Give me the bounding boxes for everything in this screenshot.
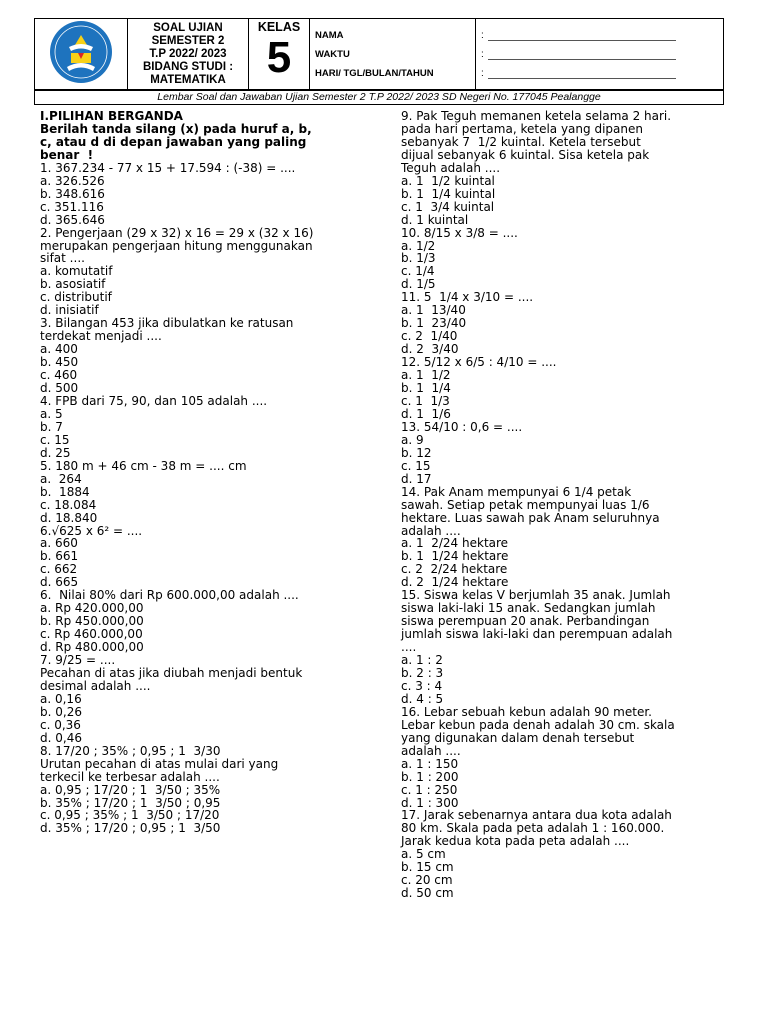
question-line: c. 1 3/4 kuintal: [401, 199, 495, 214]
question-line: hektare. Luas sawah pak Anam seluruhnya: [401, 510, 660, 525]
question-line: a. 264: [40, 471, 82, 486]
waktu-blank: [488, 49, 676, 60]
question-line: siswa perempuan 20 anak. Perbandingan: [401, 614, 650, 629]
question-line: d. 1 : 300: [401, 795, 459, 810]
question-line: merupakan pengerjaan hitung menggunakan: [40, 238, 313, 253]
nama-answer-line[interactable]: [481, 26, 723, 45]
question-line: b. 1 23/40: [401, 316, 467, 331]
field-nama: NAMA: [315, 29, 344, 41]
question-line: d. 665: [40, 575, 79, 590]
question-line: a. komutatif: [40, 264, 113, 279]
question-line: 17. Jarak sebenarnya antara dua kota adalah: [401, 808, 672, 823]
question-line: jumlah siswa laki-laki dan perempuan adalah: [401, 627, 673, 642]
question-line: d. 18.840: [40, 510, 98, 525]
question-line: b. 348.616: [40, 186, 105, 201]
question-line: c. 460: [40, 368, 78, 383]
question-line: 15. Siswa kelas V berjumlah 35 anak. Jumlah: [401, 588, 671, 603]
question-line: adalah ....: [401, 743, 461, 758]
question-line: b. asosiatif: [40, 277, 106, 292]
question-line: 11. 5 1/4 x 3/10 = ....: [401, 290, 534, 305]
question-line: b. 35% ; 17/20 ; 1 3/50 ; 0,95: [40, 795, 221, 810]
question-line: c. 18.084: [40, 497, 97, 512]
hari-blank: [488, 68, 676, 79]
question-line: sawah. Setiap petak mempunyai luas 1/6: [401, 497, 650, 512]
question-line: a. 5: [40, 406, 63, 421]
question-line: b. 1 1/4 kuintal: [401, 186, 496, 201]
question-line: terkecil ke terbesar adalah ....: [40, 769, 220, 784]
question-line: 12. 5/12 x 6/5 : 4/10 = ....: [401, 355, 557, 370]
question-line: 2. Pengerjaan (29 x 32) x 16 = 29 x (32 x 16): [40, 225, 314, 240]
question-line: d. 0,46: [40, 730, 82, 745]
question-line: c. 2 1/40: [401, 329, 458, 344]
title-line-2: SEMESTER 2: [151, 34, 225, 47]
question-line: 4. FPB dari 75, 90, dan 105 adalah ....: [40, 393, 268, 408]
question-line: d. 50 cm: [401, 886, 454, 901]
question-line: c. 2 2/24 hektare: [401, 562, 508, 577]
title-line-3: T.P 2022/ 2023: [149, 47, 227, 60]
question-line: 7. 9/25 = ....: [40, 653, 116, 668]
answer-lines-cell: [476, 19, 724, 90]
question-line: c. 20 cm: [401, 873, 453, 888]
right-question-column: [401, 110, 731, 900]
question-line: c, atau d di depan jawaban yang paling: [40, 134, 307, 149]
question-line: b. 1 1/24 hektare: [401, 549, 509, 564]
title-line-1: SOAL UJIAN: [153, 21, 223, 34]
question-line: pada hari pertama, ketela yang dipanen: [401, 121, 643, 136]
question-line: d. 2 3/40: [401, 342, 459, 357]
question-line: c. 1/4: [401, 264, 435, 279]
question-line: c. 15: [40, 432, 70, 447]
question-line: 5. 180 m + 46 cm - 38 m = .... cm: [40, 458, 247, 473]
question-line: c. 0,36: [40, 717, 81, 732]
question-line: d. 500: [40, 381, 79, 396]
question-line: a. 9: [401, 432, 424, 447]
question-line: c. distributif: [40, 290, 112, 305]
question-line: 80 km. Skala pada peta adalah 1 : 160.000.: [401, 821, 665, 836]
question-line: b. 2 : 3: [401, 665, 444, 680]
question-line: terdekat menjadi ....: [40, 329, 162, 344]
question-line: b. 1 1/4: [401, 381, 451, 396]
question-line: 3. Bilangan 453 jika dibulatkan ke ratusan: [40, 316, 294, 331]
question-line: d. 25: [40, 445, 71, 460]
question-line: sifat ....: [40, 251, 85, 266]
question-line: c. 662: [40, 562, 78, 577]
colon: :: [481, 67, 484, 79]
nama-blank: [488, 30, 676, 41]
question-line: c. 0,95 ; 35% ; 1 3/50 ; 17/20: [40, 808, 220, 823]
question-line: c. 1 1/3: [401, 393, 450, 408]
question-line: b. Rp 450.000,00: [40, 614, 144, 629]
question-line: 8. 17/20 ; 35% ; 0,95 ; 1 3/30: [40, 743, 221, 758]
waktu-answer-line[interactable]: [481, 45, 723, 64]
question-line: siswa laki-laki 15 anak. Sedangkan jumlah: [401, 601, 656, 616]
question-line: a. 1/2: [401, 238, 436, 253]
question-line: 1. 367.234 - 77 x 15 + 17.594 : (-38) = ....: [40, 160, 296, 175]
logo-cell: [35, 19, 128, 90]
question-line: d. 1 kuintal: [401, 212, 469, 227]
title-line-4: BIDANG STUDI :: [142, 60, 234, 73]
question-line: Jarak kedua kota pada peta adalah ....: [401, 834, 630, 849]
question-line: b. 1 : 200: [401, 769, 459, 784]
question-line: Pecahan di atas jika diubah menjadi bentuk: [40, 665, 303, 680]
kelas-label: KELAS: [257, 20, 301, 34]
question-line: b. 661: [40, 549, 79, 564]
question-line: a. 0,95 ; 17/20 ; 1 3/50 ; 35%: [40, 782, 221, 797]
question-line: d. 365.646: [40, 212, 105, 227]
question-line: a. Rp 420.000,00: [40, 601, 144, 616]
kelas-cell: [249, 19, 310, 90]
colon: :: [481, 48, 484, 60]
question-line: Teguh adalah ....: [401, 160, 501, 175]
question-line: 14. Pak Anam mempunyai 6 1/4 petak: [401, 484, 632, 499]
field-hari: HARI/ TGL/BULAN/TAHUN: [315, 67, 434, 79]
field-waktu: WAKTU: [315, 48, 350, 60]
question-line: c. 3 : 4: [401, 678, 443, 693]
question-line: a. 1 2/24 hektare: [401, 536, 509, 551]
question-line: Urutan pecahan di atas mulai dari yang: [40, 756, 279, 771]
question-line: benar !: [40, 147, 94, 162]
question-line: ....: [401, 640, 417, 655]
question-line: b. 0,26: [40, 704, 82, 719]
title-line-5: MATEMATIKA: [150, 73, 226, 86]
question-line: Berilah tanda silang (x) pada huruf a, b,: [40, 121, 312, 136]
question-line: b. 450: [40, 355, 79, 370]
hari-answer-line[interactable]: [481, 64, 723, 83]
question-line: 9. Pak Teguh memanen ketela selama 2 hari.: [401, 109, 672, 123]
question-line: a. 660: [40, 536, 78, 551]
question-line: d. 2 1/24 hektare: [401, 575, 509, 590]
exam-subtitle: Lembar Soal dan Jawaban Ujian Semester 2 T.P 2022/ 2023 SD Negeri No. 177045 Pealangge: [34, 90, 724, 105]
question-line: 16. Lebar sebuah kebun adalah 90 meter.: [401, 704, 652, 719]
kelas-number: 5: [266, 33, 292, 82]
question-line: d. 17: [401, 471, 432, 486]
question-line: a. 1 1/2 kuintal: [401, 173, 495, 188]
question-line: a. 5 cm: [401, 847, 446, 862]
question-line: a. 1 : 150: [401, 756, 459, 771]
question-line: desimal adalah ....: [40, 678, 151, 693]
left-question-column: [40, 110, 390, 835]
question-line: 10. 8/15 x 3/8 = ....: [401, 225, 518, 240]
question-line: a. 0,16: [40, 691, 82, 706]
question-line: sebanyak 7 1/2 kuintal. Ketela tersebut: [401, 134, 641, 149]
question-line: d. inisiatif: [40, 303, 99, 318]
question-line: dijual sebanyak 6 kuintal. Sisa ketela pak: [401, 147, 650, 162]
question-line: I.PILIHAN BERGANDA: [40, 109, 183, 123]
question-line: d. 1/5: [401, 277, 436, 292]
question-line: adalah ....: [401, 523, 461, 538]
colon: :: [481, 29, 484, 41]
question-line: d. Rp 480.000,00: [40, 640, 144, 655]
question-line: a. 1 1/2: [401, 368, 451, 383]
question-line: c. 15: [401, 458, 431, 473]
question-line: 13. 54/10 : 0,6 = ....: [401, 419, 523, 434]
question-line: c. 1 : 250: [401, 782, 458, 797]
question-line: a. 1 13/40: [401, 303, 466, 318]
question-line: b. 12: [401, 445, 432, 460]
question-line: yang digunakan dalam denah tersebut: [401, 730, 635, 745]
question-line: Lebar kebun pada denah adalah 30 cm. skala: [401, 717, 675, 732]
question-line: b. 15 cm: [401, 860, 454, 875]
question-line: d. 4 : 5: [401, 691, 444, 706]
question-line: 6.√625 x 6² = ....: [40, 523, 143, 538]
tut-wuri-handayani-logo-icon: [39, 19, 123, 85]
question-line: c. 351.116: [40, 199, 104, 214]
question-line: a. 326.526: [40, 173, 105, 188]
header-table: [34, 18, 724, 90]
fields-cell: [310, 19, 476, 90]
question-line: b. 1/3: [401, 251, 436, 266]
question-line: b. 7: [40, 419, 63, 434]
question-line: d. 1 1/6: [401, 406, 451, 421]
question-line: d. 35% ; 17/20 ; 0,95 ; 1 3/50: [40, 821, 221, 836]
question-line: b. 1884: [40, 484, 90, 499]
question-line: a. 400: [40, 342, 78, 357]
question-line: a. 1 : 2: [401, 653, 443, 668]
question-line: c. Rp 460.000,00: [40, 627, 143, 642]
question-line: 6. Nilai 80% dari Rp 600.000,00 adalah ....: [40, 588, 299, 603]
exam-title-cell: [128, 19, 249, 90]
